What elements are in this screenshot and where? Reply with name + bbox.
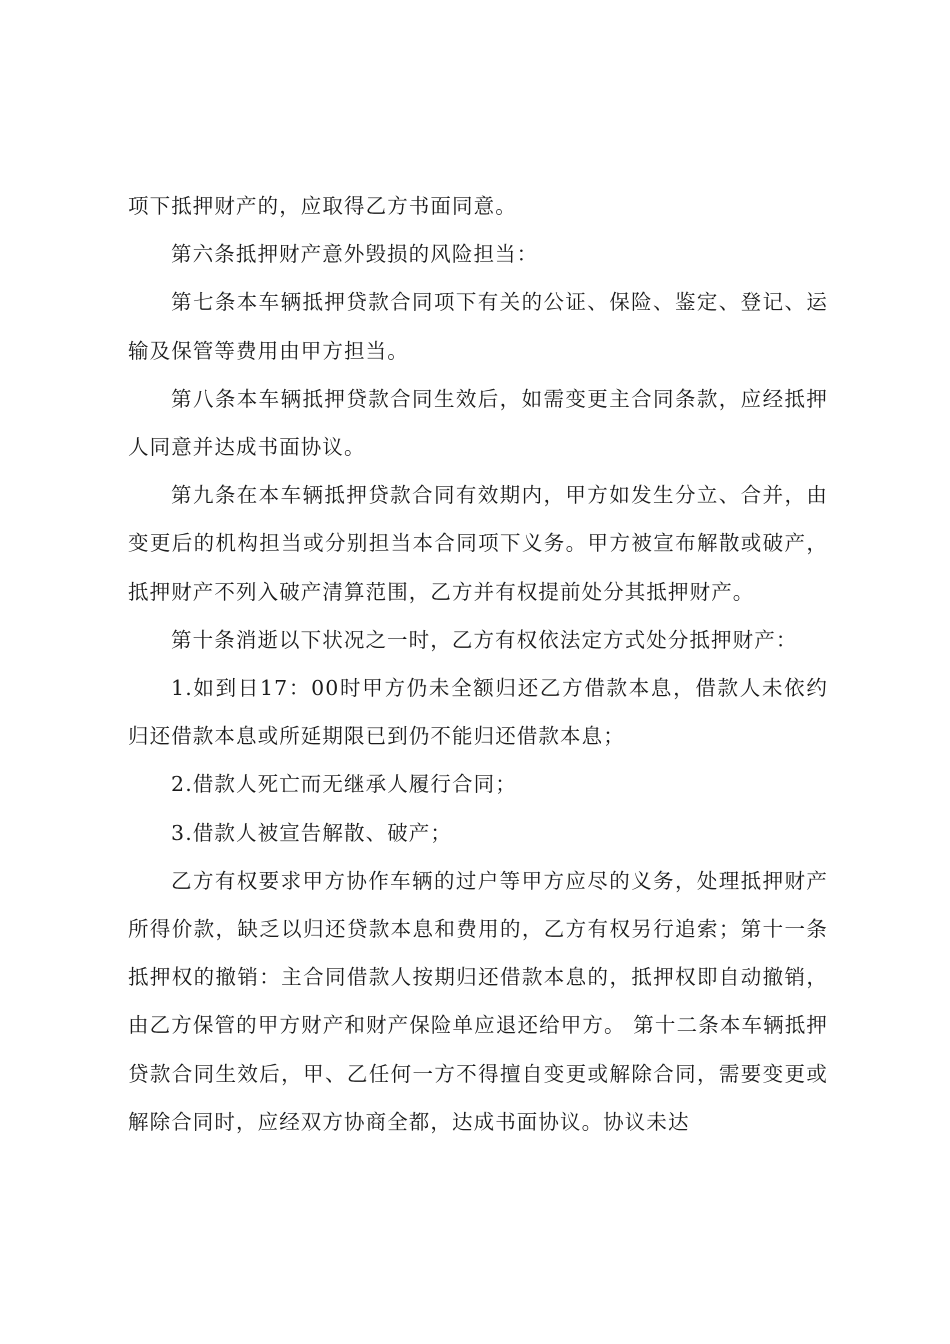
paragraph-continuation: 项下抵押财产的，应取得乙方书面同意。 [128, 194, 517, 218]
paragraph-article-7: 第七条本车辆抵押贷款合同项下有关的公证、保险、鉴定、登记、运输及保管等费用由甲方担当。 [128, 290, 828, 363]
paragraph-article-9: 第九条在本车辆抵押贷款合同有效期内，甲方如发生分立、合并，由变更后的机构担当或分别担当本合同项下义务。甲方被宣布解散或破产，抵押财产不列入破产清算范围，乙方并有权提前处分其抵押财产。 [128, 483, 828, 604]
paragraph-articles-11-12: 乙方有权要求甲方协作车辆的过户等甲方应尽的义务，处理抵押财产所得价款，缺乏以归还贷款本息和费用的，乙方有权另行追索；第十一条抵押权的撤销：主合同借款人按期归还借款本息的，抵押权即自动撤销，由乙方保管的甲方财产和财产保险单应退还给甲方。 第十二条本车辆抵押贷款合同生效后，甲、乙任何一方不得擅自变更或解除合同，需要变更或解除合同时，应经双方协商全都，达成书面协议。协议未达 [128, 868, 828, 1134]
paragraph-article-8: 第八条本车辆抵押贷款合同生效后，如需变更主合同条款，应经抵押人同意并达成书面协议。 [128, 386, 828, 460]
list-item-3: 3.借款人被宣告解散、破产； [171, 820, 453, 845]
paragraph-article-6: 第六条抵押财产意外毁损的风险担当： [171, 242, 539, 267]
document-body [128, 182, 828, 1146]
paragraph-article-10: 第十条消逝以下状况之一时，乙方有权依法定方式处分抵押财产： [171, 627, 798, 652]
list-item-1: 1.如到日17：00时甲方仍未全额归还乙方借款本息，借款人未依约归还借款本息或所延期限已到仍不能归还借款本息； [128, 676, 828, 749]
list-item-2: 2.借款人死亡而无继承人履行合同； [171, 772, 517, 797]
